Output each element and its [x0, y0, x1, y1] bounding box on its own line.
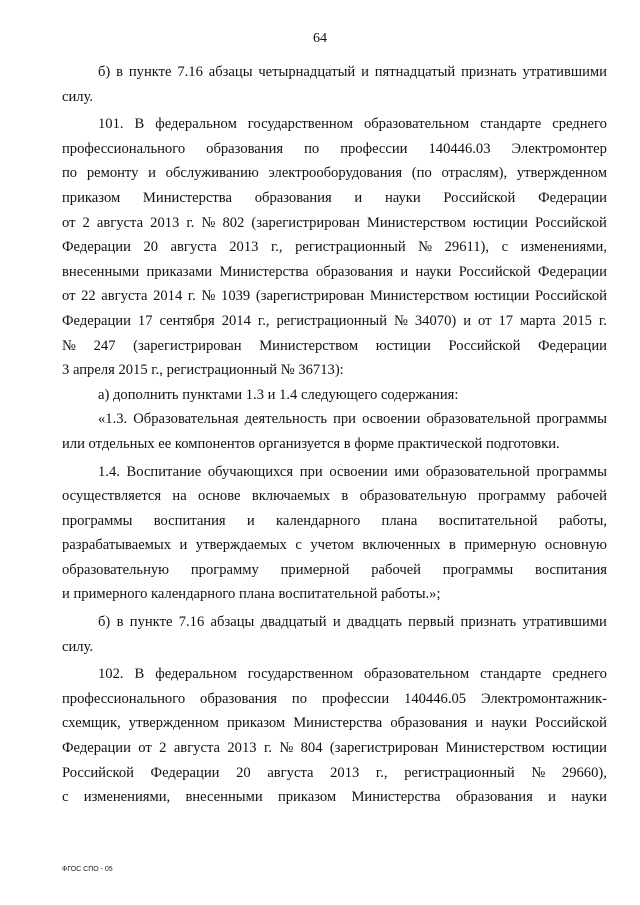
page-number: 64	[313, 31, 327, 46]
text-line: внесенными приказами Министерства образования и науки Российской Федерации	[62, 263, 607, 280]
text-line: 102. В федеральном государственном образовательном стандарте среднего	[98, 666, 607, 683]
text-line: от 22 августа 2014 г. № 1039 (зарегистрирован Министерством юстиции Российской	[62, 288, 607, 305]
text-line: а) дополнить пунктами 1.3 и 1.4 следующего содержания:	[98, 386, 459, 403]
text-line: по ремонту и обслуживанию электрооборудования (по отраслям), утвержденном	[62, 165, 607, 182]
text-line: разрабатываемых и утверждаемых с учетом включенных в примерную основную	[62, 537, 607, 554]
text-line: Российской Федерации 20 августа 2013 г., регистрационный № 29660),	[62, 764, 607, 781]
text-line: 3 апреля 2015 г., регистрационный № 36713):	[62, 362, 344, 379]
text-line: приказом Министерства образования и науки Российской Федерации	[62, 189, 607, 206]
text-line: Федерации от 2 августа 2013 г. № 804 (зарегистрирован Министерством юстиции	[62, 740, 607, 757]
text-line: и примерного календарного плана воспитательной работы.»;	[62, 586, 441, 603]
text-line: или отдельных ее компонентов организуется в форме практической подготовки.	[62, 435, 560, 452]
text-line: 101. В федеральном государственном образовательном стандарте среднего	[98, 116, 607, 133]
text-line: б) в пункте 7.16 абзацы четырнадцатый и пятнадцатый признать утратившими	[98, 64, 607, 80]
text-line: силу.	[62, 638, 94, 655]
text-line: с изменениями, внесенными приказом Министерства образования и науки	[62, 789, 607, 806]
text-line: схемщик, утвержденном приказом Министерства образования и науки Российской	[62, 715, 607, 732]
text-line: № 247 (зарегистрирован Министерством юстиции Российской Федерации	[62, 337, 607, 354]
text-line: программы воспитания и календарного плана воспитательной работы,	[62, 512, 607, 529]
text-line: силу.	[62, 88, 94, 105]
text-line: Федерации 20 августа 2013 г., регистрационный № 29611), с изменениями,	[62, 239, 607, 256]
text-line: профессионального образования по профессии 140446.05 Электромонтажник-	[62, 690, 607, 707]
footer-code: ФГОС СПО - 05	[62, 866, 113, 873]
text-line: осуществляется на основе включаемых в образовательную программу рабочей	[62, 488, 607, 505]
text-line: профессионального образования по профессии 140446.03 Электромонтер	[62, 140, 607, 157]
text-line: Федерации 17 сентября 2014 г., регистрационный № 34070) и от 17 марта 2015 г.	[62, 312, 607, 329]
text-line: «1.3. Образовательная деятельность при освоении образовательной программы	[98, 411, 607, 428]
text-line: от 2 августа 2013 г. № 802 (зарегистрирован Министерством юстиции Российской	[62, 214, 607, 231]
document-body	[62, 60, 607, 810]
text-line: 1.4. Воспитание обучающихся при освоении ими образовательной программы	[98, 463, 607, 480]
text-line: образовательную программу примерной рабочей программы воспитания	[62, 561, 607, 578]
text-line: б) в пункте 7.16 абзацы двадцатый и двадцать первый признать утратившими	[98, 614, 607, 631]
